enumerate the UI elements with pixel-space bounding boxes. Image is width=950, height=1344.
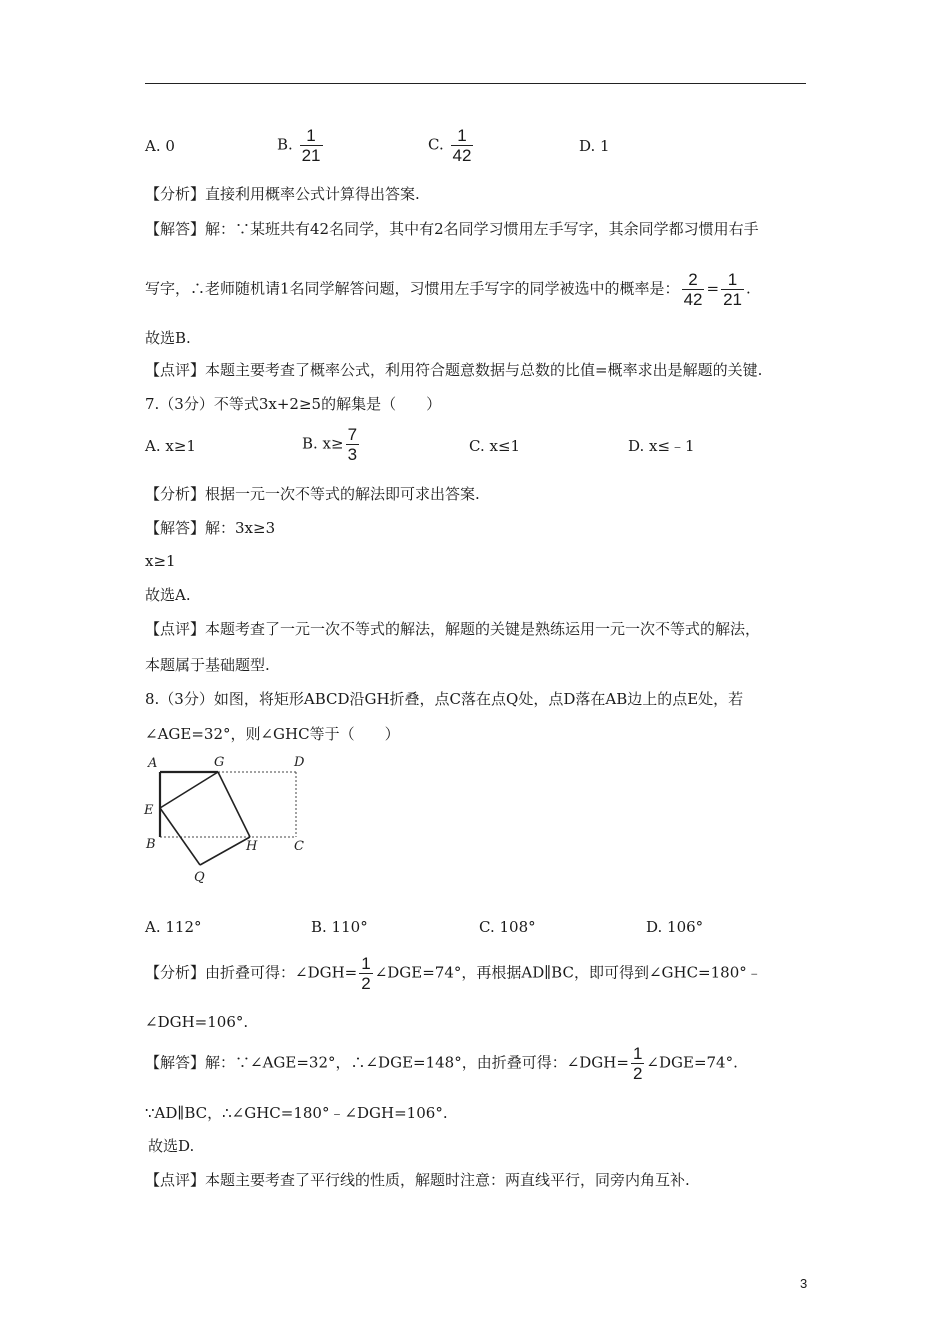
q6-option-b: B. $\frac{1}{21}$ — [277, 126, 321, 165]
q7-option-c: C. x≤1 — [469, 437, 521, 455]
header-rule — [145, 83, 806, 84]
q8-choose: 故选D. — [148, 1137, 195, 1155]
q8-solution-line2: ∵AD∥BC，∴∠GHC=180°﹣∠DGH=106°. — [145, 1104, 448, 1122]
q8-stem-line1: 8.（3分）如图，将矩形ABCD沿GH折叠，点C落在点Q处，点D落在AB边上的点E处，若 — [145, 690, 744, 708]
q6-option-c: C. $\frac{1}{42}$ — [428, 126, 472, 165]
q6-analysis: 【分析】直接利用概率公式计算得出答案. — [145, 185, 420, 203]
q6-option-d: D. 1 — [579, 137, 610, 155]
label-A: A — [148, 756, 158, 771]
q8-comment: 【点评】本题主要考查了平行线的性质，解题时注意：两直线平行，同旁内角互补. — [145, 1171, 690, 1189]
q6-solution-line2: 写字，∴老师随机请1名同学解答问题，习惯用左手写字的同学被选中的概率是： $\frac{2}{42}$ = $\frac{1}{21}$ . — [145, 270, 751, 309]
label-Q: Q — [194, 870, 205, 885]
q6-option-a: A. 0 — [145, 137, 175, 155]
q8-option-d: D. 106° — [646, 918, 704, 936]
label-C: C — [294, 839, 304, 854]
label-G: G — [214, 755, 225, 770]
q8-analysis-line2: ∠DGH=106°. — [145, 1013, 249, 1031]
segment-EG — [160, 772, 218, 808]
page-number: 3 — [800, 1276, 808, 1291]
q8-solution-half: $\frac{1}{2}$ — [632, 1044, 643, 1083]
q6-comment: 【点评】本题主要考查了概率公式，利用符合题意数据与总数的比值=概率求出是解题的关键. — [145, 361, 763, 379]
q8-option-b: B. 110° — [311, 918, 368, 936]
q8-solution-line1: 【解答】解：∵∠AGE=32°，∴∠DGE=148°，由折叠可得：∠DGH= $\frac{1}{2}$ ∠DGE=74°. — [145, 1044, 738, 1083]
q7-analysis: 【分析】根据一元一次不等式的解法即可求出答案. — [145, 485, 480, 503]
q8-option-a: A. 112° — [145, 918, 202, 936]
segment-HQ — [200, 837, 250, 865]
q6-choose: 故选B. — [145, 329, 191, 347]
q8-analysis-half: $\frac{1}{2}$ — [361, 954, 371, 993]
label-E: E — [144, 803, 154, 818]
q7-option-d: D. x≤﹣1 — [628, 437, 695, 455]
q6-option-c-fraction: $\frac{1}{42}$ — [452, 126, 472, 165]
q7-option-b-fraction: $\frac{7}{3}$ — [347, 425, 358, 464]
q7-solution-line2: x≥1 — [145, 552, 176, 570]
q7-comment-line2: 本题属于基础题型. — [145, 656, 270, 674]
label-H: H — [246, 839, 258, 854]
q6-solution-line1: 【解答】解：∵某班共有42名同学，其中有2名同学习惯用左手写字，其余同学都习惯用右手 — [145, 220, 759, 238]
q6-option-b-fraction: $\frac{1}{21}$ — [301, 126, 321, 165]
label-B: B — [146, 837, 156, 852]
q7-comment-line1: 【点评】本题考查了一元一次不等式的解法，解题的关键是熟练运用一元一次不等式的解法， — [145, 620, 761, 638]
q7-option-b: B. x≥ $\frac{7}{3}$ — [302, 425, 358, 464]
q7-stem: 7.（3分）不等式3x+2≥5的解集是（ ） — [145, 395, 442, 413]
label-D: D — [294, 755, 305, 770]
q7-choose: 故选A. — [145, 586, 191, 604]
q8-analysis-line1: 【分析】由折叠可得：∠DGH= $\frac{1}{2}$ ∠DGE=74°，再根据AD∥BC，即可得到∠GHC=180°﹣ — [145, 954, 762, 993]
segment-GH — [218, 772, 250, 837]
q7-option-a: A. x≥1 — [145, 437, 196, 455]
q8-option-c: C. 108° — [479, 918, 536, 936]
q8-geometry-figure — [140, 750, 315, 890]
q7-solution-line1: 【解答】解：3x≥3 — [145, 519, 276, 537]
q6-fraction-2-42: $\frac{2}{42}$ — [683, 270, 703, 309]
q8-stem-line2: ∠AGE=32°，则∠GHC等于（ ） — [145, 725, 400, 743]
q6-fraction-1-21: $\frac{1}{21}$ — [723, 270, 742, 309]
